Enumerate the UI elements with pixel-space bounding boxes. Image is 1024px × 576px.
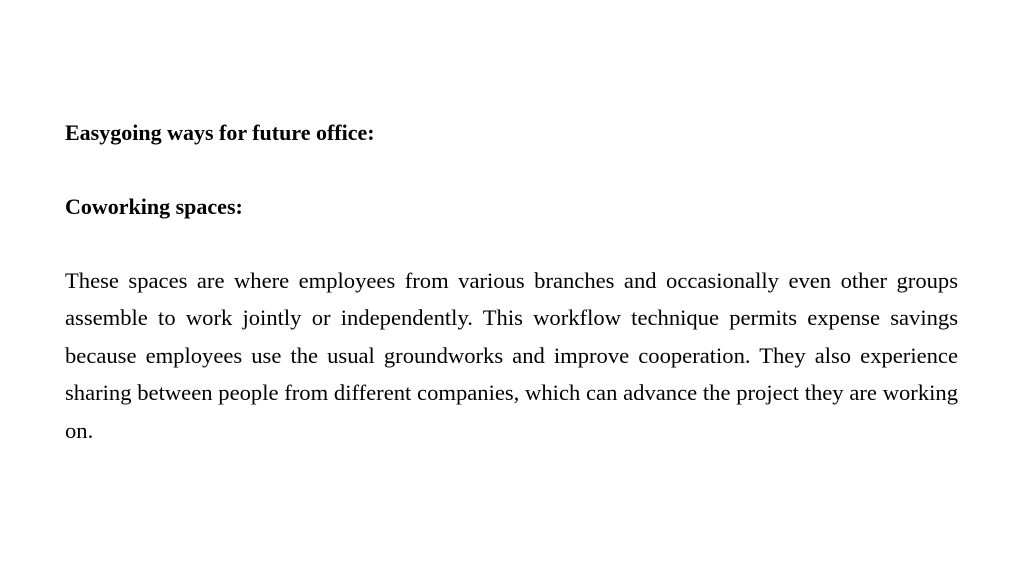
document-content: [65, 115, 958, 449]
body-paragraph: These spaces are where employees from various branches and occasionally even other groups assemble to work jointly or independently. This workflow technique permits expense savings because employees use the usual groundworks and improve cooperation. They also experience sharing between people from different companies, which can advance the project they are working on.: [65, 268, 958, 443]
document-title: Easygoing ways for future office:: [65, 120, 375, 145]
section-heading: Coworking spaces:: [65, 194, 243, 219]
